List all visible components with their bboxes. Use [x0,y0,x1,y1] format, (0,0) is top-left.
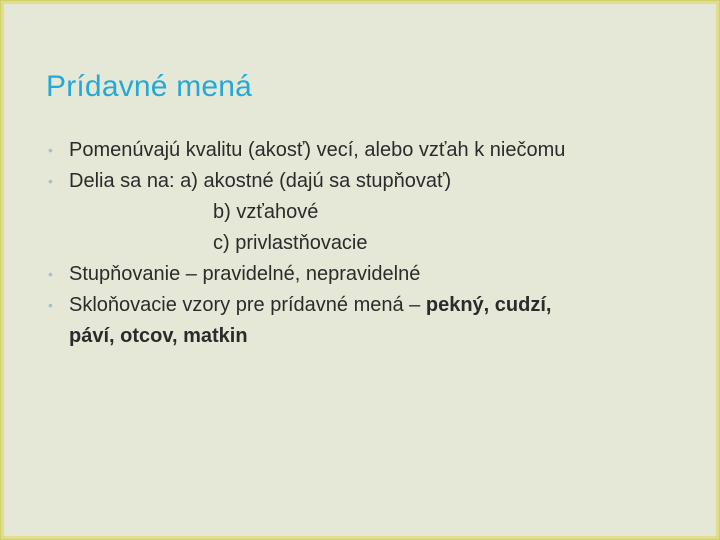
bullet-icon: • [48,297,53,313]
list-item-text-bold: pekný, cudzí, [425,294,552,316]
list-item-text-regular: Skloňovacie vzory pre prídavné mená – [69,294,426,316]
list-item [48,290,688,321]
list-item-text [69,290,551,321]
list-item [48,166,688,197]
list-subitem-text: b) vzťahové [213,201,319,223]
list-subitem [48,228,688,259]
list-item-text: Pomenúvajú kvalitu (akosť) vecí, alebo vzťah k niečomu [69,139,566,161]
list-item-text: Delia sa na: a) akostné (dajú sa stupňovať) [69,170,452,192]
bullet-list [48,135,688,352]
bullet-icon: • [48,142,53,158]
list-item [48,135,688,166]
list-item-text: Stupňovanie – pravidelné, nepravidelné [69,263,421,285]
list-item [48,259,688,290]
bullet-icon: • [48,173,53,189]
bullet-icon: • [48,266,53,282]
slide-title: Prídavné mená [46,70,253,103]
list-subitem [48,197,688,228]
list-item-text-bold: páví, otcov, matkin [69,325,248,347]
list-item-continuation [48,321,688,352]
list-subitem-text: c) privlastňovacie [213,232,368,254]
